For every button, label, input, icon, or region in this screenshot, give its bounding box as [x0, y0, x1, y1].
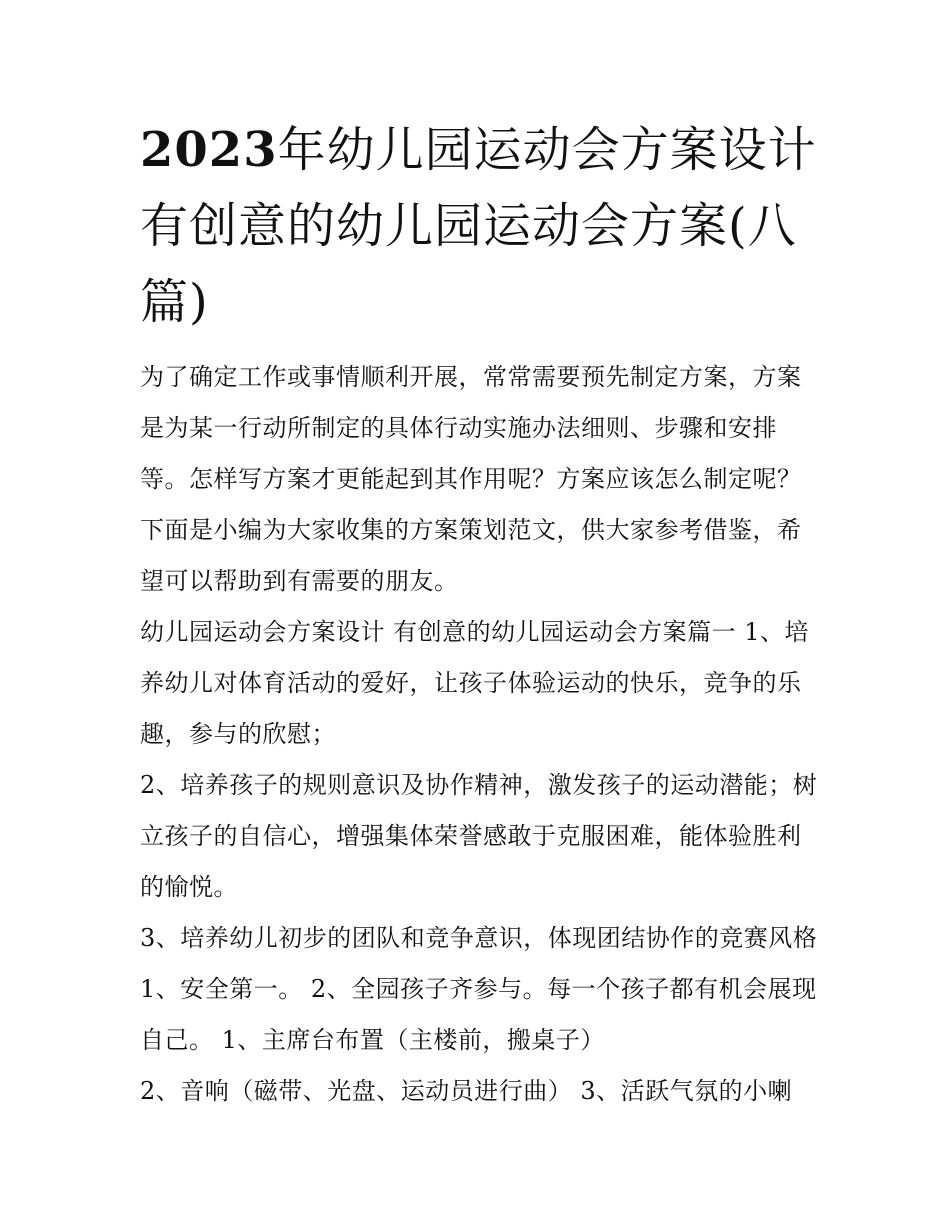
paragraph-section-one: 幼儿园运动会方案设计 有创意的幼儿园运动会方案篇一 1、培养幼儿对体育活动的爱好，让孩子体验运动的快乐，竞争的乐趣，参与的欣慰； — [140, 618, 810, 748]
paragraph-intro: 为了确定工作或事情顺利开展，常常需要预先制定方案，方案是为某一行动所制定的具体行动实施办法细则、步骤和安排等。怎样写方案才更能起到其作用呢？方案应该怎么制定呢？下面是小编为大家收集的方案策划范文，供大家参考借鉴，希望可以帮助到有需要的朋友。 — [140, 363, 802, 595]
title-text: 年幼儿园运动会方案设计 有创意的幼儿园运动会方案(八篇) — [140, 122, 817, 330]
paragraph-item-three: 3、培养幼儿初步的团队和竞争意识，体现团结协作的竞赛风格 1、安全第一。 2、全园孩子齐参与。每一个孩子都有机会展现自己。 1、主席台布置（主楼前，搬桌子） — [140, 924, 818, 1054]
paragraph-item-two: 2、培养孩子的规则意识及协作精神，激发孩子的运动潜能；树立孩子的自信心，增强集体荣誉感敢于克服困难，能体验胜利的愉悦。 — [140, 771, 818, 901]
paragraph-preparation: 2、音响（磁带、光盘、运动员进行曲） 3、活跃气氛的小喇 — [140, 1077, 793, 1105]
document-title — [140, 112, 820, 340]
document-body — [140, 352, 820, 1117]
title-year: 2023 — [140, 122, 278, 178]
